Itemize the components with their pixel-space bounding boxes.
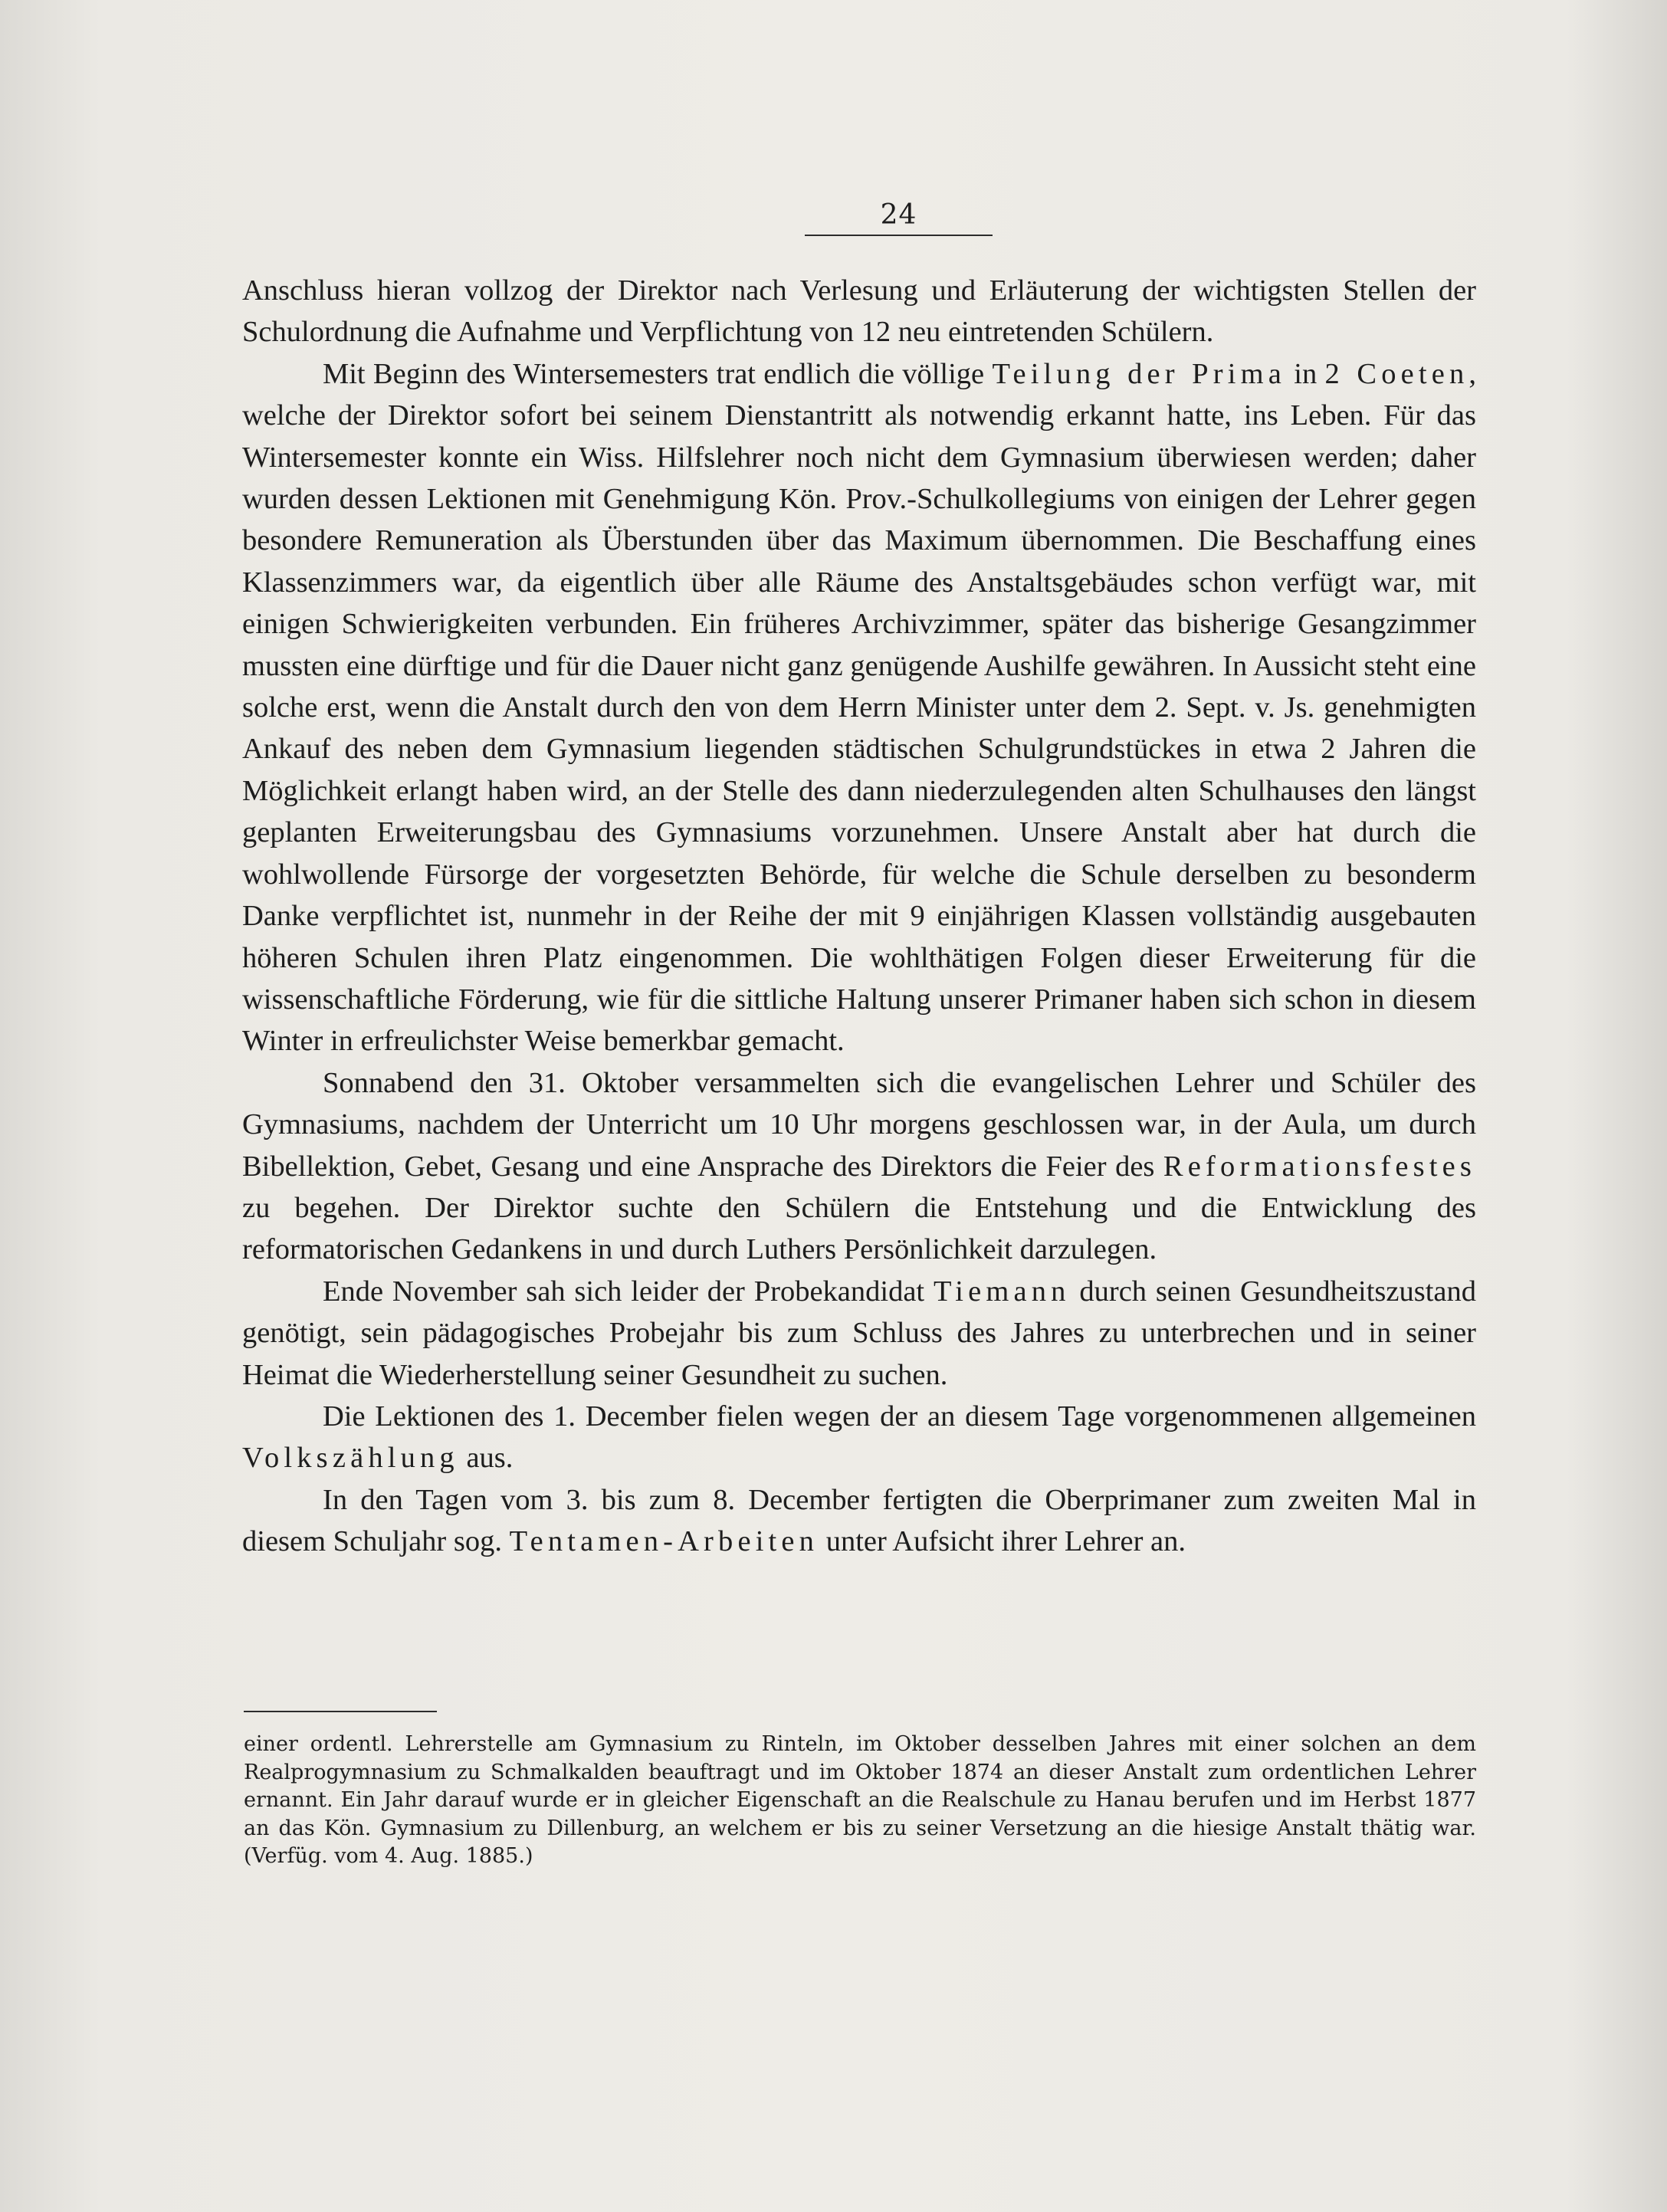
spaced-emphasis: Reformationsfestes [1163, 1150, 1476, 1183]
footnote-text: einer ordentl. Lehrerstelle am Gymnasium zu Rinteln, im Oktober desselben Jahres mit einer solchen an dem Realprogymnasium zu Schmalkalden beauftragt und im Oktober 1874 an dieser Anstalt zum ordentlichen Lehrer ernannt. Ein Jahr darauf wurde er in gleicher Eigenschaft an die Realschule zu Hanau berufen und im Herbst 1877 an das Kön. Gymnasium zu Dillenburg, an welchem er bis zu seiner Versetzung an die hiesige Anstalt thätig war. (Verfüg. vom 4. Aug. 1885.) [244, 1732, 1476, 1869]
text-run: zu begehen. Der Direktor suchte den Schülern die Entstehung und die Entwicklung des reformatorischen Gedankens in und durch Luthers Persönlichkeit darzulegen. [242, 1191, 1476, 1266]
paragraph-6 [242, 1479, 1476, 1563]
text-run: Mit Beginn des Wintersemesters trat endlich die völlige [323, 357, 993, 390]
spaced-emphasis: Tiemann [933, 1275, 1071, 1308]
footnote-rule [244, 1711, 437, 1712]
page-header [805, 198, 993, 236]
paragraph-2 [242, 353, 1476, 1062]
text-run: Sonnabend den 31. Oktober versammelten sich die evangelischen Lehrer und Schüler des Gymnasiums, nachdem der Unterricht um 10 Uhr morgens geschlossen war, in der Aula, um durch Bibellektion, Gebet, Gesang und eine Ansprache des Direktors die Feier des [242, 1066, 1476, 1183]
text-run: in [1285, 357, 1325, 390]
text-run: , welche der Direktor sofort bei seinem Dienstantritt als notwendig erkannt hatte, ins Leben. Für das Wintersemester konnte ein Wiss. Hilfslehrer noch nicht dem Gymnasium überwiesen werden; daher wurden dessen Lektionen mit Genehmigung Kön. Prov.-Schulkollegiums von einigen der Lehrer gegen besondere Remuneration als Überstunden über das Maximum übernommen. Die Beschaffung eines Klassenzimmers war, da eigentlich über alle Räume des Anstaltsgebäudes schon verfügt war, mit einigen Schwierigkeiten verbunden. Ein früheres Archivzimmer, später das bisherige Gesangzimmer mussten eine dürftige und für die Dauer nicht ganz genügende Aushilfe gewähren. In Aussicht steht eine solche erst, wenn die Anstalt durch den von dem Herrn Minister unter dem 2. Sept. v. Js. genehmigten Ankauf des neben dem Gymnasium liegenden städtischen Schulgrundstückes in etwa 2 Jahren die Möglichkeit erlangt haben wird, an der Stelle des dann niederzulegenden alten Schulhauses den längst geplanten Erweiterungsbau des Gymnasiums vorzunehmen. Unsere Anstalt aber hat durch die wohlwollende Fürsorge der vorgesetzten Behörde, für welche die Schule derselben zu besonderm Danke verpflichtet ist, nunmehr in der Reihe der mit 9 einjährigen Klassen vollständig ausgebauten höheren Schulen ihren Platz eingenommen. Die wohlthätigen Folgen dieser Erweiterung für die wissenschaftliche Förderung, wie für die sittliche Haltung unserer Primaner haben sich schon in diesem Winter in erfreulichster Weise bemerkbar gemacht. [242, 357, 1477, 1058]
text-run: Anschluss hieran vollzog der Direktor nach Verlesung und Erläuterung der wichtigsten Stellen der Schulordnung die Aufnahme und Verpflichtung von 12 neu eintretenden Schülern. [242, 274, 1476, 349]
text-run: Die Lektionen des 1. December fielen wegen der an diesem Tage vorgenommenen allgemeinen [323, 1400, 1476, 1433]
text-run: aus. [458, 1442, 514, 1475]
text-run: unter Aufsicht ihrer Lehrer an. [819, 1525, 1186, 1558]
paragraph-5 [242, 1396, 1476, 1479]
main-text [242, 270, 1476, 1563]
spaced-emphasis: Teilung der Prima [992, 357, 1286, 390]
text-run: In den Tagen vom 3. bis zum 8. December fertigten die Oberprimaner zum zweiten Mal in diesem Schuljahr sog. [242, 1483, 1476, 1558]
spaced-emphasis: Volkszählung [242, 1442, 459, 1475]
footnote [244, 1731, 1476, 1871]
paragraph-1 [242, 270, 1476, 353]
header-rule [805, 235, 993, 236]
text-run: Ende November sah sich leider der Probekandidat [323, 1275, 934, 1308]
spaced-emphasis: Tentamen-Arbeiten [509, 1525, 819, 1558]
spaced-emphasis: 2 Coeten [1324, 357, 1469, 390]
page-number: 24 [880, 199, 917, 231]
text-run: durch seinen Gesundheitszustand genötigt, sein pädagogisches Probejahr bis zum Schluss des Jahres zu unterbrechen und in seiner Heimat die Wiederherstellung seiner Gesundheit zu suchen. [242, 1275, 1476, 1391]
paragraph-3 [242, 1062, 1476, 1271]
paragraph-4 [242, 1271, 1476, 1396]
